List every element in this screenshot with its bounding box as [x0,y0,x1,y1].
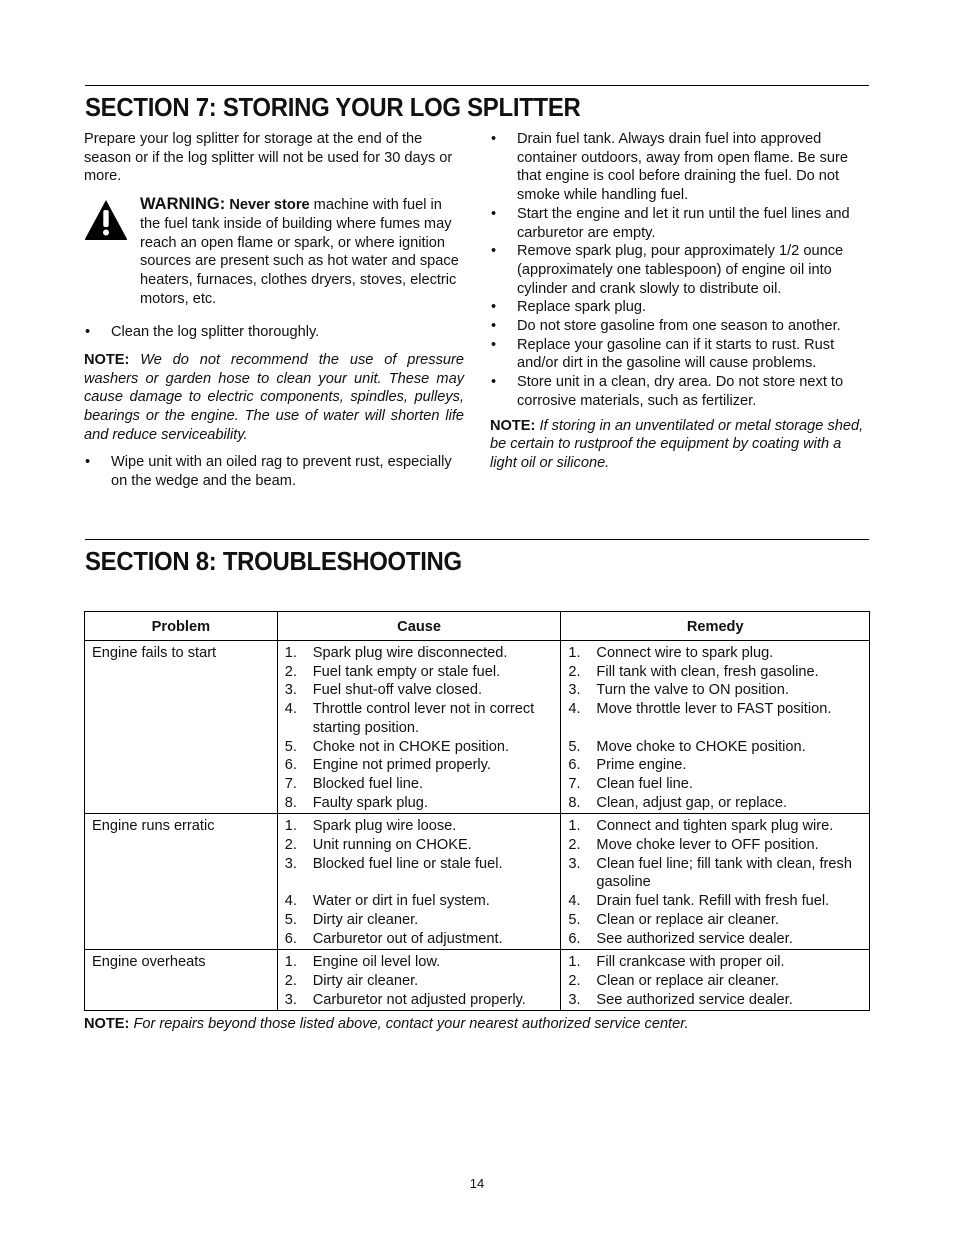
remedy-item: 3. Turn the valve to ON position. [568,682,789,699]
note-label: NOTE: [84,1016,130,1032]
cause-item: 6. Engine not primed properly. [284,757,491,774]
section-8-rule [85,539,869,540]
remedy-cell [561,641,870,814]
remedy-item: 2. Clean or replace air cleaner. [568,972,779,989]
cause-item: 2. Fuel tank empty or stale fuel. [284,663,501,680]
remedy-item: 6. Prime engine. [568,757,687,774]
cause-cell [277,950,561,1011]
remedy-cell [561,950,870,1011]
cause-item: 4. Throttle control lever not in correct starting position. [284,701,535,736]
note-text: For repairs beyond those listed above, contact your nearest authorized service center. [133,1016,689,1032]
bullet-replace-gas-can: • Replace your gasoline can if it starts to rust. Rust and/or dirt in the gasoline will cause problems. [490,336,870,373]
section-7-rule [85,85,869,86]
cause-item: 2. Dirty air cleaner. [284,972,419,989]
remedy-item: 1. Connect and tighten spark plug wire. [568,818,834,835]
remedy-item: 2. Move choke lever to OFF position. [568,837,819,854]
cause-item: 1. Spark plug wire loose. [284,818,457,835]
table-header-row [85,612,870,641]
remedy-item: 6. See authorized service dealer. [568,930,793,947]
warning-lead: Never store [229,197,310,214]
note-pressure-washers [84,351,464,445]
column-header-remedy: Remedy [561,612,870,641]
table-row [85,641,870,814]
note-text: We do not recommend the use of pressure washers or garden hose to clean your unit. These may cause damage to electric components, spindles, pulleys, bearings or the engine. The use of water will shorten life and reduce serviceability. [84,351,464,443]
column-header-cause: Cause [277,612,561,641]
storage-bullet-list [490,130,870,411]
table-row [85,814,870,950]
cause-item: 7. Blocked fuel line. [284,775,424,792]
section-7-right-column [490,130,870,473]
remedy-item: 1. Connect wire to spark plug. [568,645,774,661]
cause-item: 4. Water or dirt in fuel system. [284,893,490,910]
remedy-item: 5. Move choke to CHOKE position. [568,738,806,755]
cause-item: 1. Engine oil level low. [284,954,441,971]
bullet-clean: • Clean the log splitter thoroughly. [84,323,464,342]
section-7-left-column [84,130,464,491]
remedy-item: 4. Drain fuel tank. Refill with fresh fuel. [568,893,830,910]
cause-list [285,817,557,948]
bullet-wipe: • Wipe unit with an oiled rag to prevent rust, especially on the wedge and the beam. [84,453,464,490]
warning-triangle-icon [84,199,128,241]
remedy-item: 2. Fill tank with clean, fresh gasoline. [568,663,819,680]
cause-item: 6. Carburetor out of adjustment. [284,930,503,947]
remedy-item: 4. Move throttle lever to FAST position. [568,701,832,718]
cause-cell [277,814,561,950]
bullet-gasoline-storage: • Do not store gasoline from one season to another. [490,317,870,336]
remedy-item: 8. Clean, adjust gap, or replace. [568,794,788,811]
bullet-store-unit: • Store unit in a clean, dry area. Do not store next to corrosive materials, such as fertilizer. [490,373,870,410]
remedy-item: 7. Clean fuel line. [568,775,693,792]
remedy-item: 3. See authorized service dealer. [568,991,793,1008]
cause-item: 3. Blocked fuel line or stale fuel. [284,855,503,872]
cause-cell [277,641,561,814]
storage-intro: Prepare your log splitter for storage at the end of the season or if the log splitter will not be used for 30 days or more. [84,131,453,185]
warning-label: WARNING: [140,195,226,214]
table-row [85,950,870,1011]
note-authorized-service [84,1015,874,1033]
cause-item: 3. Fuel shut-off valve closed. [284,682,483,699]
problem-cell: Engine fails to start [85,641,278,814]
remedy-item: 3. Clean fuel line; fill tank with clean, fresh gasoline [568,855,852,891]
problem-cell: Engine runs erratic [85,814,278,950]
page-number: 14 [469,1176,485,1191]
problem-cell: Engine overheats [85,950,278,1011]
bullet-replace-spark-plug: • Replace spark plug. [490,298,870,317]
note-rustproof [490,417,870,473]
troubleshooting-table [84,611,870,1011]
cause-list [285,953,557,1009]
bullet-run-engine: • Start the engine and let it run until the fuel lines and carburetor are empty. [490,205,870,242]
warning-block [84,195,464,315]
section-7-title: SECTION 7: STORING YOUR LOG SPLITTER [85,92,581,122]
cause-item: 5. Dirty air cleaner. [284,911,419,928]
cause-item: 1. Spark plug wire disconnected. [284,645,508,661]
wipe-bullet-list [84,453,464,490]
column-header-problem: Problem [85,612,278,641]
note-label: NOTE: [84,351,130,368]
note-label: NOTE: [490,417,536,434]
cause-item: 2. Unit running on CHOKE. [284,837,472,854]
clean-bullet-list [84,323,464,342]
warning-text: machine with fuel in the fuel tank inside of building where fumes may reach an open flame or spark, or where ignition sources are present such as hot water and space heaters, furnaces, clothes dryers, stoves, electric motors, etc. [140,197,459,307]
cause-list [285,644,557,812]
cause-item: 3. Carburetor not adjusted properly. [284,991,526,1008]
remedy-list [568,817,865,948]
bullet-drain-fuel: • Drain fuel tank. Always drain fuel into approved container outdoors, away from open flame. Be sure that engine is cool before draining the fuel. Do not smoke while handling fuel. [490,130,870,205]
remedy-item: 5. Clean or replace air cleaner. [568,911,779,928]
bullet-remove-spark-plug: • Remove spark plug, pour approximately 1/2 ounce (approximately one tablespoon) of engine oil into cylinder and crank slowly to distribute oil. [490,242,870,298]
remedy-cell [561,814,870,950]
remedy-list [568,953,865,1009]
remedy-list [568,644,865,812]
cause-item: 5. Choke not in CHOKE position. [284,738,510,755]
note-text: If storing in an unventilated or metal storage shed, be certain to rustproof the equipment by coating with a light oil or silicone. [490,417,864,471]
cause-item: 8. Faulty spark plug. [284,794,428,811]
remedy-item: 1. Fill crankcase with proper oil. [568,954,785,971]
section-8-title: SECTION 8: TROUBLESHOOTING [85,546,462,576]
